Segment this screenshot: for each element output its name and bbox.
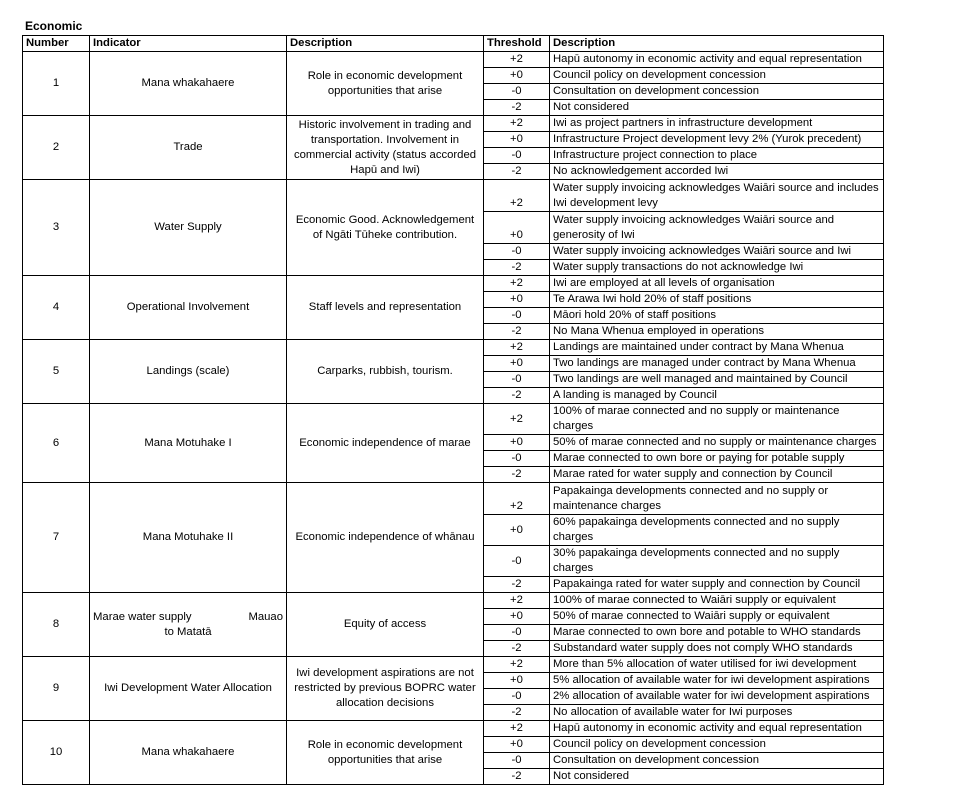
threshold-description: Marae connected to own bore and potable to WHO standards bbox=[550, 625, 884, 641]
threshold-description: Substandard water supply does not comply WHO standards bbox=[550, 641, 884, 657]
threshold-description: More than 5% allocation of water utilised for iwi development bbox=[550, 657, 884, 673]
threshold-description: 100% of marae connected and no supply or maintenance charges bbox=[550, 404, 884, 435]
threshold-description: Water supply transactions do not acknowledge Iwi bbox=[550, 260, 884, 276]
threshold-score: +0 bbox=[484, 435, 550, 451]
threshold-score: +2 bbox=[484, 721, 550, 737]
indicator-name: Operational Involvement bbox=[90, 276, 287, 340]
threshold-description: 5% allocation of available water for iwi development aspirations bbox=[550, 673, 884, 689]
threshold-description: Iwi as project partners in infrastructure development bbox=[550, 116, 884, 132]
section-title: Economic bbox=[25, 19, 83, 33]
header-threshold: Threshold bbox=[484, 36, 550, 52]
threshold-description: No Mana Whenua employed in operations bbox=[550, 324, 884, 340]
threshold-description: Landings are maintained under contract by Mana Whenua bbox=[550, 340, 884, 356]
table-row bbox=[23, 657, 884, 673]
threshold-score: -2 bbox=[484, 260, 550, 276]
table-row bbox=[23, 593, 884, 609]
threshold-score: +2 bbox=[484, 657, 550, 673]
threshold-score: +0 bbox=[484, 737, 550, 753]
indicator-description: Equity of access bbox=[287, 593, 484, 657]
threshold-score: -2 bbox=[484, 705, 550, 721]
table-row bbox=[23, 483, 884, 515]
threshold-description: Two landings are managed under contract by Mana Whenua bbox=[550, 356, 884, 372]
threshold-description: Māori hold 20% of staff positions bbox=[550, 308, 884, 324]
indicator-number: 9 bbox=[23, 657, 90, 721]
header-threshold-description: Description bbox=[550, 36, 884, 52]
threshold-description: Te Arawa Iwi hold 20% of staff positions bbox=[550, 292, 884, 308]
table-row bbox=[23, 276, 884, 292]
threshold-description: Infrastructure project connection to place bbox=[550, 148, 884, 164]
threshold-description: No acknowledgement accorded Iwi bbox=[550, 164, 884, 180]
threshold-score: +2 bbox=[484, 593, 550, 609]
threshold-description: Not considered bbox=[550, 100, 884, 116]
threshold-description: Not considered bbox=[550, 769, 884, 785]
threshold-description: Consultation on development concession bbox=[550, 84, 884, 100]
threshold-score: -0 bbox=[484, 244, 550, 260]
indicator-description: Staff levels and representation bbox=[287, 276, 484, 340]
threshold-score: -2 bbox=[484, 577, 550, 593]
threshold-score: +2 bbox=[484, 180, 550, 212]
threshold-description: Marae connected to own bore or paying for potable supply bbox=[550, 451, 884, 467]
threshold-description: Two landings are well managed and maintained by Council bbox=[550, 372, 884, 388]
threshold-score: -2 bbox=[484, 100, 550, 116]
threshold-score: +2 bbox=[484, 52, 550, 68]
threshold-score: -2 bbox=[484, 467, 550, 483]
threshold-description: 50% of marae connected to Waiāri supply or equivalent bbox=[550, 609, 884, 625]
threshold-description: A landing is managed by Council bbox=[550, 388, 884, 404]
indicator-number: 2 bbox=[23, 116, 90, 180]
indicator-number: 8 bbox=[23, 593, 90, 657]
header-row bbox=[23, 36, 884, 52]
threshold-score: +2 bbox=[484, 483, 550, 515]
indicator-number: 3 bbox=[23, 180, 90, 276]
table-row bbox=[23, 340, 884, 356]
indicator-name: Landings (scale) bbox=[90, 340, 287, 404]
threshold-score: +0 bbox=[484, 356, 550, 372]
indicator-description: Iwi development aspirations are not restricted by previous BOPRC water allocation decisions bbox=[287, 657, 484, 721]
threshold-score: +2 bbox=[484, 404, 550, 435]
threshold-description: Papakainga rated for water supply and connection by Council bbox=[550, 577, 884, 593]
threshold-score: -0 bbox=[484, 753, 550, 769]
threshold-description: 60% papakainga developments connected and no supply charges bbox=[550, 515, 884, 546]
threshold-description: Consultation on development concession bbox=[550, 753, 884, 769]
threshold-score: -0 bbox=[484, 308, 550, 324]
indicator-number: 10 bbox=[23, 721, 90, 785]
threshold-score: +2 bbox=[484, 340, 550, 356]
threshold-description: Papakainga developments connected and no supply or maintenance charges bbox=[550, 483, 884, 515]
indicator-description: Economic independence of marae bbox=[287, 404, 484, 483]
indicator-name: Mana whakahaere bbox=[90, 721, 287, 785]
threshold-score: +0 bbox=[484, 673, 550, 689]
table-row bbox=[23, 116, 884, 132]
indicator-name: Mana Motuhake II bbox=[90, 483, 287, 593]
threshold-score: +2 bbox=[484, 116, 550, 132]
table-row bbox=[23, 721, 884, 737]
indicator-name: Iwi Development Water Allocation bbox=[90, 657, 287, 721]
header-number: Number bbox=[23, 36, 90, 52]
indicator-description: Economic independence of whānau bbox=[287, 483, 484, 593]
threshold-description: Water supply invoicing acknowledges Waiāri source and includes Iwi development levy bbox=[550, 180, 884, 212]
threshold-score: -0 bbox=[484, 451, 550, 467]
indicator-number: 7 bbox=[23, 483, 90, 593]
threshold-score: -2 bbox=[484, 641, 550, 657]
threshold-score: +0 bbox=[484, 609, 550, 625]
threshold-description: 100% of marae connected to Waiāri supply or equivalent bbox=[550, 593, 884, 609]
threshold-description: Council policy on development concession bbox=[550, 737, 884, 753]
threshold-score: -2 bbox=[484, 164, 550, 180]
threshold-description: Infrastructure Project development levy 2% (Yurok precedent) bbox=[550, 132, 884, 148]
threshold-score: -0 bbox=[484, 625, 550, 641]
indicator-description: Carparks, rubbish, tourism. bbox=[287, 340, 484, 404]
threshold-score: +0 bbox=[484, 132, 550, 148]
threshold-description: Iwi are employed at all levels of organisation bbox=[550, 276, 884, 292]
threshold-description: Marae rated for water supply and connection by Council bbox=[550, 467, 884, 483]
indicator-number: 6 bbox=[23, 404, 90, 483]
threshold-score: -2 bbox=[484, 388, 550, 404]
indicator-name-part: Marae water supply bbox=[93, 610, 192, 623]
threshold-description: 50% of marae connected and no supply or maintenance charges bbox=[550, 435, 884, 451]
threshold-description: 2% allocation of available water for iwi development aspirations bbox=[550, 689, 884, 705]
threshold-description: No allocation of available water for Iwi purposes bbox=[550, 705, 884, 721]
indicator-name: Mana whakahaere bbox=[90, 52, 287, 116]
header-description: Description bbox=[287, 36, 484, 52]
threshold-score: -0 bbox=[484, 148, 550, 164]
threshold-score: +0 bbox=[484, 292, 550, 308]
threshold-score: +0 bbox=[484, 68, 550, 84]
threshold-score: -0 bbox=[484, 689, 550, 705]
threshold-score: -2 bbox=[484, 769, 550, 785]
threshold-description: Hapū autonomy in economic activity and equal representation bbox=[550, 52, 884, 68]
table-body bbox=[23, 52, 884, 785]
threshold-score: +0 bbox=[484, 212, 550, 244]
indicator-name bbox=[90, 593, 287, 657]
indicator-description: Role in economic development opportunities that arise bbox=[287, 52, 484, 116]
threshold-description: Council policy on development concession bbox=[550, 68, 884, 84]
threshold-score: +0 bbox=[484, 515, 550, 546]
threshold-description: Hapū autonomy in economic activity and equal representation bbox=[550, 721, 884, 737]
indicator-name: Mana Motuhake I bbox=[90, 404, 287, 483]
indicator-description: Economic Good. Acknowledgement of Ngāti Tūheke contribution. bbox=[287, 180, 484, 276]
threshold-score: -0 bbox=[484, 84, 550, 100]
threshold-score: -0 bbox=[484, 372, 550, 388]
table-row bbox=[23, 404, 884, 435]
indicator-number: 5 bbox=[23, 340, 90, 404]
indicator-number: 1 bbox=[23, 52, 90, 116]
table-row bbox=[23, 52, 884, 68]
header-indicator: Indicator bbox=[90, 36, 287, 52]
threshold-description: Water supply invoicing acknowledges Waiāri source and generosity of Iwi bbox=[550, 212, 884, 244]
indicator-name: Trade bbox=[90, 116, 287, 180]
indicator-number: 4 bbox=[23, 276, 90, 340]
indicator-name-part: to Matatā bbox=[164, 625, 212, 638]
threshold-description: Water supply invoicing acknowledges Waiāri source and Iwi bbox=[550, 244, 884, 260]
table-row bbox=[23, 180, 884, 212]
indicator-name: Water Supply bbox=[90, 180, 287, 276]
indicator-name-part: Mauao bbox=[248, 610, 283, 623]
threshold-score: -0 bbox=[484, 546, 550, 577]
threshold-score: +2 bbox=[484, 276, 550, 292]
indicator-description: Role in economic development opportunities that arise bbox=[287, 721, 484, 785]
indicator-description: Historic involvement in trading and transportation. Involvement in commercial activity (status accorded Hapū and Iwi) bbox=[287, 116, 484, 180]
threshold-description: 30% papakainga developments connected and no supply charges bbox=[550, 546, 884, 577]
economic-indicators-table bbox=[22, 35, 884, 785]
threshold-score: -2 bbox=[484, 324, 550, 340]
